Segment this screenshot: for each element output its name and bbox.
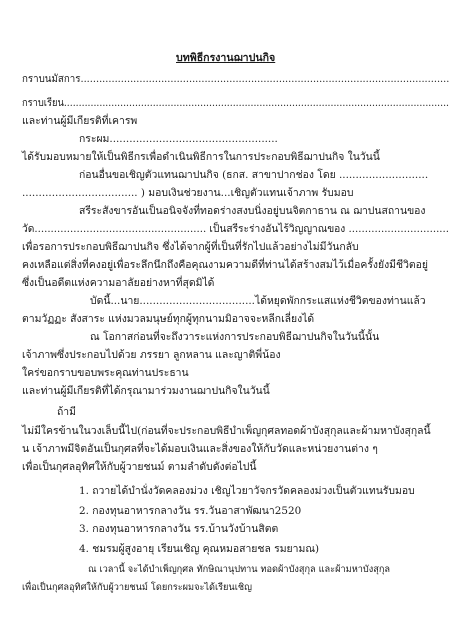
text-line: สรีระสังขารอันเป็นอนิจจังที่ทอดร่างสงบนิ่งอยู่บนจิตกาธาน ณ ฌาปนสถานของ — [79, 205, 426, 217]
list-item: 2. กองทุนอาหารกลางวัน รร.วันอาสาพัฒนา2520 — [79, 505, 302, 517]
text-line: เพื่อรอการประกอบพิธีฌาปนกิจ ซึ่งได้จากผู้ที่เป็นที่รักไปแล้วอย่างไม่มีวันกลับ — [22, 241, 359, 253]
text-line: ตามวัฏฏะ สังสาระ แห่งมวลมนุษย์ทุกผู้ทุกนามมิอาจจะหลีกเลี่ยงได้ — [22, 313, 315, 325]
text-line: และท่านผู้มีเกียรติที่เคารพ — [22, 115, 138, 127]
text-line: ณ โอกาสก่อนที่จะถึงวาระแห่งการประกอบพิธีฌาปนกิจในวันนี้นั้น — [90, 331, 380, 343]
text-line: ซึ่งเป็นอดีตแห่งความอาลัยอย่างหาที่สุดมิได้ — [22, 277, 215, 289]
text-line: เจ้าภาพซึ่งประกอบไปด้วย ภรรยา ลูกหลาน และญาติพี่น้อง — [22, 349, 281, 361]
list-item: 3. กองทุนอาหารกลางวัน รร.บ้านวังบ้านสิตต — [79, 523, 279, 535]
text-line: กราบนมัสการ....................................................................................................................... — [22, 73, 450, 85]
text-line: ถ้ามี — [57, 406, 76, 418]
text-line: ก่อนอื่นขอเชิญตัวแทนฌาปนกิจ (ธกส. สาขาปากช่อง โดย ........................... — [79, 169, 429, 181]
text-line: ได้รับมอบหมายให้เป็นพิธีกรเพื่อดำเนินพิธีการในการประกอบพิธีฌาปนกิจ ในวันนี้ — [22, 151, 380, 163]
text-line: วัด..................................................... เป็นสรีระร่างอันไร้วิญญาณของ ............................... — [22, 223, 450, 235]
text-line: ไม่มีใครข้านในวงเล็บนี้ไป(ก่อนที่จะประกอบพิธีบำเพ็ญกุศลทอดผ้าบังสุกุลและผ้ามหาบังสุกุลนี้ — [22, 425, 431, 437]
text-line: คงเหลือแต่สิ่งที่คงอยู่เพื่อระลึกนึกถึงคือคุณงามความดีที่ท่านได้สร้างสมไว้เมื่อครั้งยังมีชีวิตอยู่ — [22, 259, 428, 271]
text-line: ................................... ) มอบเงินช่วยงาน...เชิญตัวแทนเจ้าภาพ รับมอบ — [22, 187, 354, 199]
text-line: ณ เวลานี้ จะได้บำเพ็ญกุศล ทักษิณานุปทาน ทอดผ้าบังสุกุล และผ้ามหาบังสุกุล — [88, 564, 391, 575]
text-line: เพื่อเป็นกุศลอุทิศให้กับผู้วายชนม์ ตามลำดับดังต่อไปนี้ — [22, 461, 257, 473]
text-line: ใคร่ขอกราบขอบพระคุณท่านประธาน — [22, 367, 189, 379]
list-item: 4. ชมรมผู้สูงอายุ เรียนเชิญ คุณหมอสายชล รมยามณ) — [79, 543, 320, 555]
text-line: และท่านผู้มีเกียรติที่ได้กรุณามาร่วมงานฌาปนกิจในวันนี้ — [22, 385, 270, 397]
document-title: บทพิธีกรงานฌาปนกิจ — [176, 52, 276, 64]
text-line: กราบเรียน.................................................................................................................................. — [22, 97, 450, 109]
text-line: กระผม................................................... — [79, 133, 278, 145]
text-line: เพื่อเป็นกุศลอุทิศให้กับผู้วายชนม์ โดยกระผมจะได้เรียนเชิญ — [22, 582, 252, 593]
text-line: น เจ้าภาพมีจิตอันเป็นกุศลที่จะได้มอบเงินและสิ่งของให้กับวัดและหน่วยงานต่าง ๆ — [22, 443, 378, 455]
text-line: บัดนี้...นาย...................................ได้หยุดพักกระแสแห่งชีวิตของท่านแล้ว — [90, 295, 426, 307]
list-item: 1. ถวายได้บำนั่งวัดคลองม่วง เชิญไวยาวัจกรวัดคลองม่วงเป็นตัวแทนรับมอบ — [79, 485, 415, 497]
